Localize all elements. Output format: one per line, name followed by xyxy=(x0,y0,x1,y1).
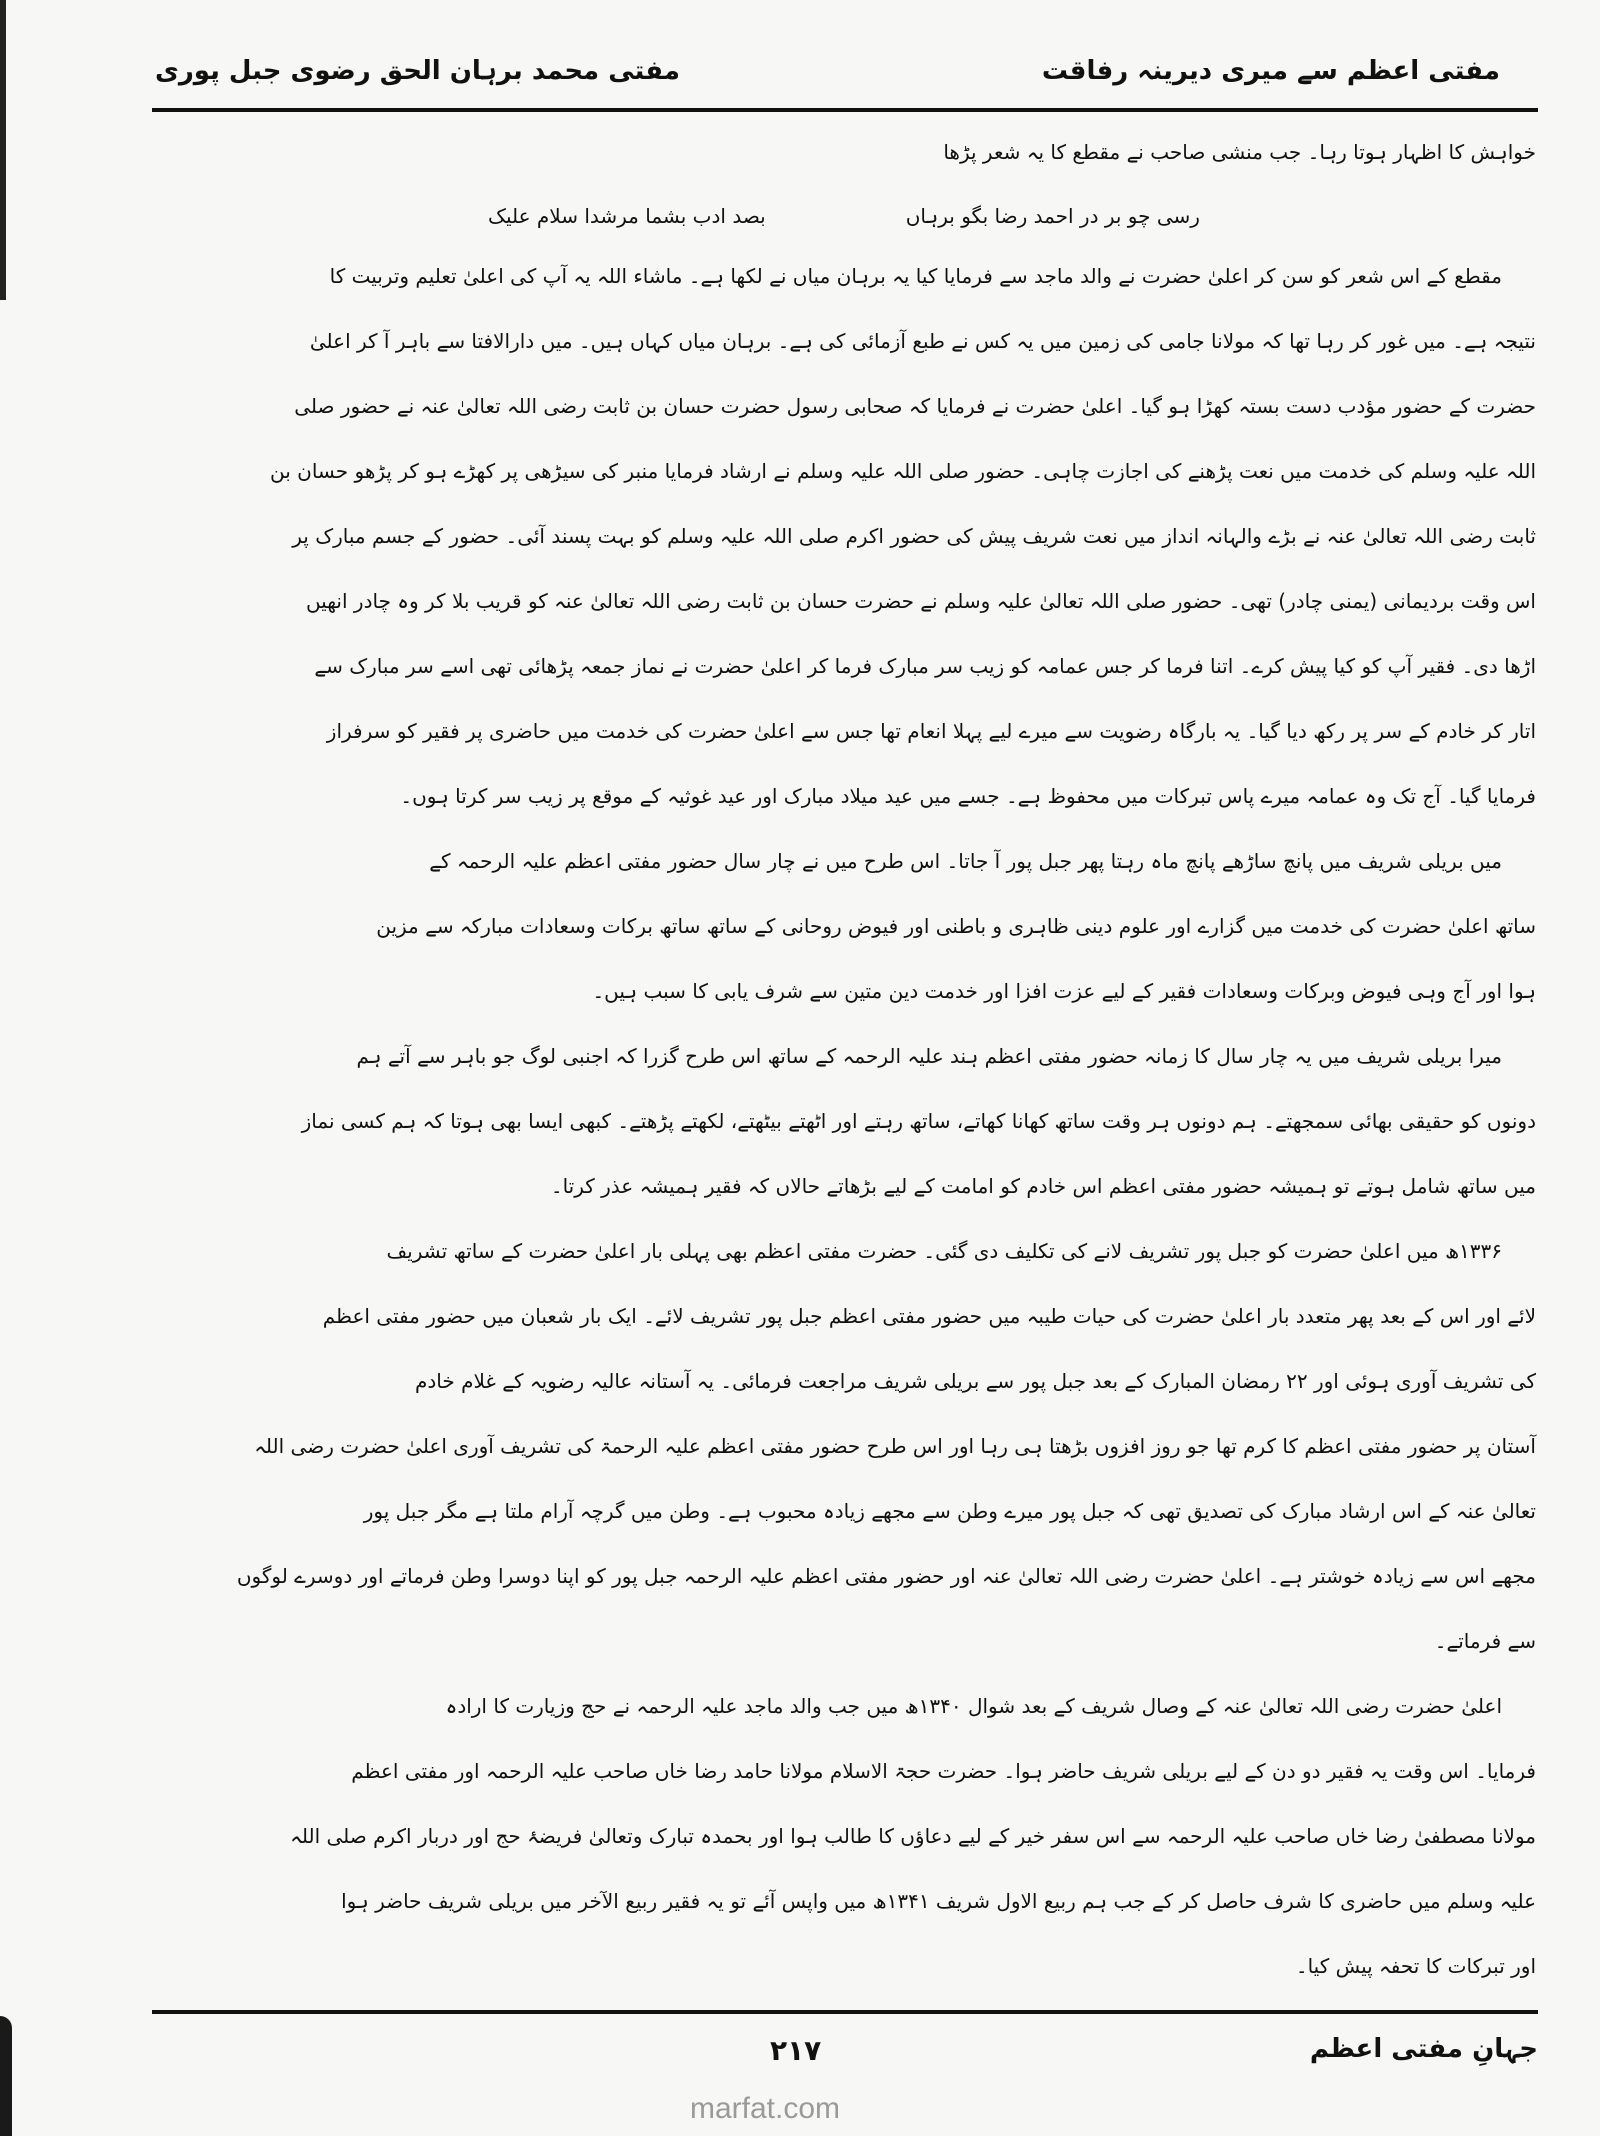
text-line: میں ساتھ شامل ہوتے تو ہمیشہ حضور مفتی اعظم اس خادم کو امامت کے لیے بڑھاتے حالاں کہ فقیر ہمیشہ عذر کرتا۔ xyxy=(550,1174,1536,1198)
text-line: فرمایا۔ اس وقت یہ فقیر دو دن کے لیے بریلی شریف حاضر ہوا۔ حضرت حجۃ الاسلام مولانا حامد رضا خاں صاحب علیہ الرحمہ اور مفتی اعظم xyxy=(351,1759,1536,1783)
text-line: اعلیٰ حضرت رضی اللہ تعالیٰ عنہ کے وصال شریف کے بعد شوال ۱۳۴۰ھ میں جب والد ماجد علیہ الرحمہ نے حج وزیارت کا ارادہ xyxy=(445,1694,1502,1718)
verse-second-hemistich: بصد ادب بشما مرشدا سلام علیک xyxy=(488,204,766,228)
footer-book-title: جہانِ مفتی اعظم xyxy=(1309,2034,1538,2064)
scan-edge-shadow xyxy=(0,0,6,300)
text-line: کی تشریف آوری ہوئی اور ۲۲ رمضان المبارک کے بعد جبل پور سے بریلی شریف مراجعت فرمائی۔ یہ آستانہ عالیہ رضویہ کے غلام خادم xyxy=(415,1369,1536,1393)
text-line: ثابت رضی اللہ تعالیٰ عنہ نے بڑے والہانہ انداز میں نعت شریف پیش کی حضور اکرم صلی اللہ علیہ وسلم کو بہت پسند آئی۔ حضور کے جسم مبارک پر xyxy=(292,524,1536,548)
text-line: اس وقت بردیمانی (یمنی چادر) تھی۔ حضور صلی اللہ تعالیٰ علیہ وسلم نے حضرت حسان بن ثابت رضی اللہ تعالیٰ عنہ کو قریب بلا کر وہ چادر انھیں xyxy=(305,589,1536,613)
text-line: سے فرماتے۔ xyxy=(1434,1629,1536,1653)
text-line: فرمایا گیا۔ آج تک وہ عمامہ میرے پاس تبرکات میں محفوظ ہے۔ جسے میں عید میلاد مبارک اور عید غوثیہ کے موقع پر زیب سر کرتا ہوں۔ xyxy=(400,784,1536,808)
text-line: اور تبرکات کا تحفہ پیش کیا۔ xyxy=(1295,1954,1536,1978)
text-line: نتیجہ ہے۔ میں غور کر رہا تھا کہ مولانا جامی کی زمین میں یہ کس نے طبع آزمائی کی ہے۔ برہان میاں کہاں ہیں۔ میں دارالافتا سے باہر آ کر اعلیٰ xyxy=(309,329,1536,353)
text-line: ۱۳۳۶ھ میں اعلیٰ حضرت کو جبل پور تشریف لانے کی تکلیف دی گئی۔ حضرت مفتی اعظم بھی پہلی بار اعلیٰ حضرت کے ساتھ تشریف xyxy=(386,1239,1502,1263)
text-line: اتار کر خادم کے سر پر رکھ دیا گیا۔ یہ بارگاہ رضویت سے میرے لیے پہلا انعام تھا جس سے اعلیٰ حضرت کی خدمت میں حاضری پر فقیر کو سرفراز xyxy=(326,719,1536,743)
running-header-author: مفتی محمد برہان الحق رضوی جبل پوری xyxy=(155,56,680,86)
text-line: لائے اور اس کے بعد پھر متعدد بار اعلیٰ حضرت کی حیات طیبہ میں حضور مفتی اعظم جبل پور تشریف لائے۔ ایک بار شعبان میں حضور مفتی اعظم xyxy=(322,1304,1536,1328)
page-number: ۲۱۷ xyxy=(770,2034,822,2067)
text-line: دونوں کو حقیقی بھائی سمجھتے۔ ہم دونوں ہر وقت ساتھ کھانا کھاتے، ساتھ رہتے اور اٹھتے بیٹھتے، لکھتے پڑھتے۔ کبھی ایسا بھی ہوتا کہ ہم کسی نماز xyxy=(301,1109,1536,1133)
intro-line: خواہش کا اظہار ہوتا رہا۔ جب منشی صاحب نے مقطع کا یہ شعر پڑھا xyxy=(943,140,1536,164)
verse xyxy=(152,200,1536,232)
footer-rule xyxy=(152,2010,1538,2014)
verse-first-hemistich: رسی چو بر در احمد رضا بگو برہاں xyxy=(905,204,1200,228)
text-line: علیہ وسلم میں حاضری کا شرف حاصل کر کے جب ہم ربیع الاول شریف ۱۳۴۱ھ میں واپس آئے تو یہ فقیر ربیع الآخر میں بریلی شریف حاضر ہوا xyxy=(341,1889,1536,1913)
text-line: اللہ علیہ وسلم کی خدمت میں نعت پڑھنے کی اجازت چاہی۔ حضور صلی اللہ علیہ وسلم نے ارشاد فرمایا منبر کی سیڑھی پر کھڑے ہو کر پڑھو حسان بن xyxy=(270,459,1536,483)
text-line: حضرت کے حضور مؤدب دست بستہ کھڑا ہو گیا۔ اعلیٰ حضرت نے فرمایا کہ صحابی رسول حضرت حسان بن ثابت رضی اللہ تعالیٰ عنہ نے حضور صلی xyxy=(294,394,1536,418)
running-header-chapter: مفتی اعظم سے میری دیرینہ رفاقت xyxy=(1041,56,1500,86)
text-line: مجھے اس سے زیادہ خوشتر ہے۔ اعلیٰ حضرت رضی اللہ تعالیٰ عنہ اور حضور مفتی اعظم علیہ الرحمہ جبل پور کو اپنا دوسرا وطن فرماتے اور دوسرے لوگوں xyxy=(236,1564,1536,1588)
header-rule xyxy=(152,108,1538,112)
body-text xyxy=(152,260,1536,2015)
text-line: مولانا مصطفیٰ رضا خاں صاحب علیہ الرحمہ سے اس سفر خیر کے لیے دعاؤں کا طالب ہوا اور بحمدہ تبارک وتعالیٰ فریضۂ حج اور دربار اکرم صلی اللہ xyxy=(290,1824,1536,1848)
text-line: آستان پر حضور مفتی اعظم کا کرم تھا جو روز افزوں بڑھتا ہی رہا اور اس طرح حضور مفتی اعظم علیہ الرحمۃ کی تشریف آوری اعلیٰ حضرت رضی اللہ xyxy=(254,1434,1536,1458)
text-line: ساتھ اعلیٰ حضرت کی خدمت میں گزارے اور علوم دینی ظاہری و باطنی اور فیوض روحانی کے ساتھ ساتھ برکات وسعادات مبارکہ سے مزین xyxy=(376,914,1536,938)
text-line: تعالیٰ عنہ کے اس ارشاد مبارک کی تصدیق تھی کہ جبل پور میرے وطن سے مجھے زیادہ محبوب ہے۔ وطن میں گرچہ آرام ملتا ہے مگر جبل پور xyxy=(363,1499,1536,1523)
watermark: marfat.com xyxy=(690,2092,841,2125)
text-line: اڑھا دی۔ فقیر آپ کو کیا پیش کرے۔ اتنا فرما کر جس عمامہ کو زیب سر مبارک فرما کر اعلیٰ حضرت نے نماز جمعہ پڑھائی تھی اسے سر مبارک سے xyxy=(314,654,1536,678)
text-line: میرا بریلی شریف میں یہ چار سال کا زمانہ حضور مفتی اعظم ہند علیہ الرحمہ کے ساتھ اس طرح گزرا کہ اجنبی لوگ جو باہر سے آتے ہم xyxy=(356,1044,1502,1068)
text-line: میں بریلی شریف میں پانچ ساڑھے پانچ ماہ رہتا پھر جبل پور آ جاتا۔ اس طرح میں نے چار سال حضور مفتی اعظم علیہ الرحمہ کے xyxy=(429,849,1502,873)
scan-edge-shadow xyxy=(0,2016,12,2136)
text-line: مقطع کے اس شعر کو سن کر اعلیٰ حضرت نے والد ماجد سے فرمایا کیا یہ برہان میاں نے لکھا ہے۔ ماشاء اللہ یہ آپ کی اعلیٰ تعلیم وتربیت کا xyxy=(329,264,1502,288)
text-line: ہوا اور آج وہی فیوض وبرکات وسعادات فقیر کے لیے عزت افزا اور خدمت دین متین سے شرف یابی کا سبب ہیں۔ xyxy=(592,979,1536,1003)
